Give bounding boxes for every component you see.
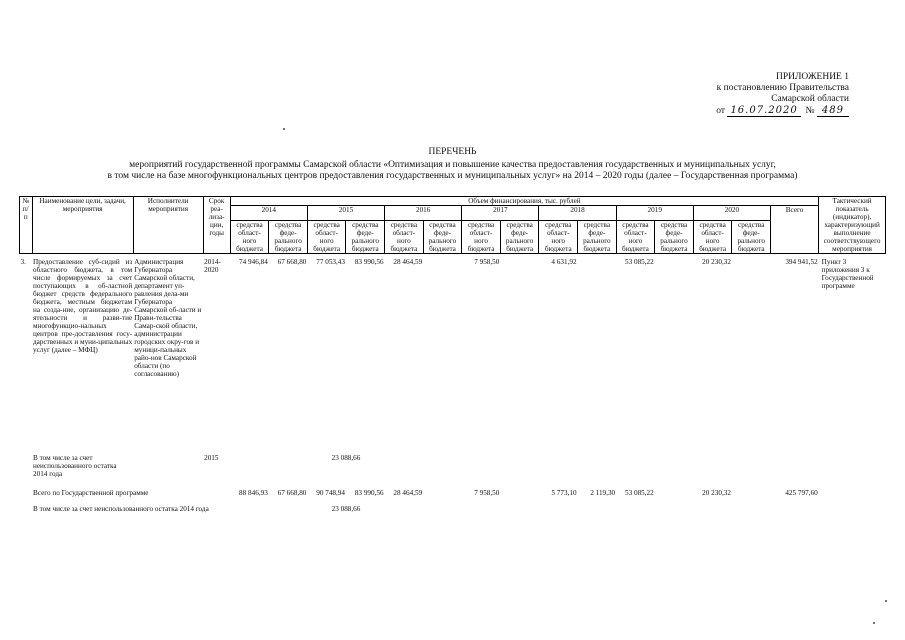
row-indicator: Пункт 3 приложения 3 к Государственной программе [821,258,874,290]
header-num: № п/п [20,197,33,254]
cell-value [655,489,694,505]
table-row [20,489,886,505]
header-regional-2016: средства област-ного бюджета [385,221,424,254]
header-indicator: Тактический показатель (индикатор), характеризующий выполнение соответствующего мероприятия [819,197,886,254]
header-federal-2018: средства феде-рального бюджета [578,221,617,254]
header-year-2015: 2015 [307,206,384,221]
cell-value: 53 085,22 [624,488,654,497]
cell-value: 20 230,32 [702,488,731,497]
row-name: Предоставление суб-сидий из областного бюджета, в том числе формируемых за счет поступающих в об-ластной бюджет средств федерального бюджета, местным бюджетам на созда-ние, организацию де-ятельности и разви-тие многофункцио-нальных центров пре-доставления госу-дарственных и муни-ципальных услуг (далее – МФЦ) [33,258,133,354]
cell-value: 83 990,56 [354,488,384,497]
cell-value [655,254,694,454]
date-value: 16.07.2020 [727,105,800,117]
cell-value: 28 464,59 [393,258,423,266]
row3-label: Всего по Государственной программе [33,488,149,497]
cell-value: 74 946,84 [239,258,268,266]
financing-table [19,196,886,529]
row-num: 3. [20,258,26,266]
scan-speck [283,128,285,130]
cell-value: 88 846,93 [239,488,268,497]
cell-value: 77 053,43 [316,258,345,266]
cell-value: 20 230,32 [702,258,731,266]
header-year-2018: 2018 [539,206,616,221]
cell-value [732,254,771,454]
table-row [20,254,886,454]
cell-value: 53 085,22 [624,258,654,266]
document-subtitle-line-2: в том числе на базе многофункциональных центров предоставления государственных и муниципальных услуг» на 2014 – 2020 годы (далее – Государственная программа) [107,171,798,181]
cell-value [732,489,771,505]
header-total: Всего [771,206,819,254]
header-regional-2017: средства област-ного бюджета [462,221,501,254]
cell-value: 4 631,92 [551,258,577,266]
row2-term: 2015 [204,453,219,462]
table-row [20,454,886,489]
scan-speck [885,600,887,602]
row-executors: Администрация Губернатора Самарской области, департамент уп-равления дела-ми Губернатора Самарской об-ласти и Прави-тельства Самар-ской области, администрации городских окру-гов и муници-пальных райо-нов Самарской области (по согласованию) [134,258,202,378]
row-total: 394 941,52 [785,258,818,266]
header-regional-2020: средства област-ного бюджета [693,221,732,254]
cell-value: 7 958,50 [474,488,500,497]
appendix-line-3: Самарской области [771,94,849,104]
cell-value: 67 668,80 [277,488,307,497]
document-subtitle-line-1: мероприятий государственной программы Самарской области «Оптимизация и повышение качества предоставления государственных и муниципальных услуг, [129,160,776,170]
document-heading: ПЕРЕЧЕНЬ [428,147,477,157]
header-year-2017: 2017 [462,206,539,221]
header-federal-2016: средства феде-рального бюджета [423,221,462,254]
cell-value: 2 119,30 [590,488,616,497]
cell-value: 90 748,94 [316,488,345,497]
number-prefix: № [805,106,815,116]
cell-value: 7 958,50 [474,258,500,266]
header-term: Срок реа-лиза-ции, годы [203,197,230,254]
appendix-block [716,72,849,117]
date-prefix: от [716,106,726,116]
cell-value [578,254,617,454]
row3-total: 425 797,60 [785,488,818,497]
cell-value: 67 668,80 [277,258,307,266]
header-year-2014: 2014 [230,206,307,221]
header-federal-2020: средства феде-рального бюджета [732,221,771,254]
table-row [20,505,886,529]
cell-value: 5 773,10 [551,488,577,497]
scan-speck [873,622,875,624]
header-regional-2018: средства област-ного бюджета [539,221,578,254]
appendix-title: ПРИЛОЖЕНИЕ 1 [775,72,849,82]
header-federal-2015: средства феде-рального бюджета [346,221,385,254]
header-year-2020: 2020 [693,206,770,221]
header-regional-2014: средства област-ного бюджета [230,221,269,254]
number-value: 489 [817,105,849,117]
row4-value: 23 088,66 [331,504,361,513]
header-volume: Объем финансирования, тыс. рублей [230,197,818,206]
cell-value: 83 990,56 [354,258,384,266]
header-executors: Исполнители мероприятия [133,197,203,254]
row4-label: В том числе за счет неиспользованного остатка 2014 года [33,504,209,513]
appendix-line-2: к постановлению Правительства [716,83,849,93]
appendix-date-line [716,105,849,117]
row-term: 2014-2020 [204,258,221,274]
cell-value: 28 464,59 [393,488,423,497]
row2-label: В том числе за счет неиспользованного остатка 2014 года [33,453,117,478]
cell-value [423,489,462,505]
cell-value [423,254,462,454]
header-name: Наименование цели, задачи, мероприятия [32,197,133,254]
header-federal-2019: средства феде-рального бюджета [655,221,694,254]
header-regional-2019: средства област-ного бюджета [616,221,655,254]
header-year-2016: 2016 [385,206,462,221]
cell-value [500,254,539,454]
cell-value [500,489,539,505]
header-regional-2015: средства област-ного бюджета [307,221,346,254]
row2-value: 23 088,66 [331,453,361,462]
header-federal-2017: средства феде-рального бюджета [500,221,539,254]
header-federal-2014: средства феде-рального бюджета [269,221,308,254]
header-year-2019: 2019 [616,206,693,221]
